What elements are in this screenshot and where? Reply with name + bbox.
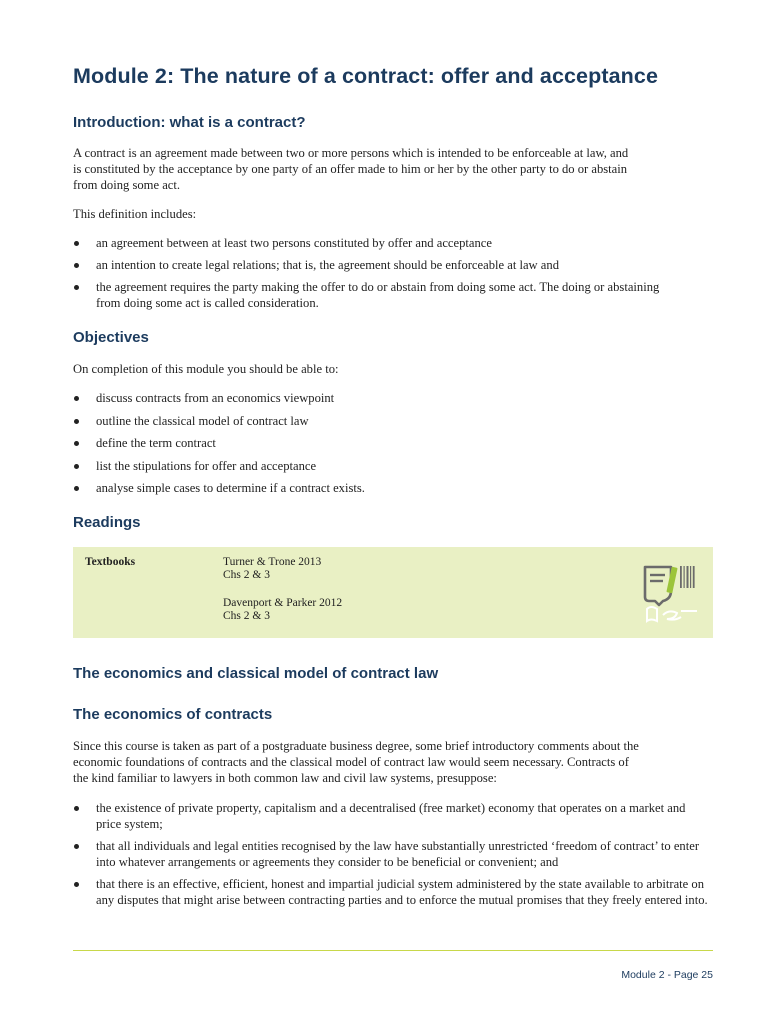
objectives-lead: On completion of this module you should be able to:: [73, 362, 339, 376]
list-item: that there is an effective, efficient, honest and impartial judicial system administered by the state available to arbitrate on any disputes that might arise between contracting parties and to enforce the mutual promises that they freely entered into.: [73, 876, 708, 908]
definition-lead: This definition includes:: [73, 207, 197, 221]
reading-ref-2-title: Davenport & Parker 2012: [223, 597, 343, 609]
list-item: list the stipulations for offer and acceptance: [73, 458, 713, 474]
economics-line-1: Since this course is taken as part of a postgraduate business degree, some brief introductory comments about the: [73, 739, 639, 753]
intro-line-3: from doing some act.: [73, 178, 181, 192]
list-item: define the term contract: [73, 435, 713, 451]
list-item: analyse simple cases to determine if a contract exists.: [73, 480, 713, 496]
list-item: the existence of private property, capitalism and a decentralised (free market) economy that operates on a market and price system;: [73, 800, 708, 832]
readings-box: [73, 547, 713, 638]
intro-paragraph: [73, 145, 713, 193]
list-item: outline the classical model of contract law: [73, 413, 713, 429]
objectives-list: [73, 390, 713, 496]
list-item: that all individuals and legal entities recognised by the law have substantially unrestricted ‘freedom of contract’ to enter into whatever arrangements or agreements they consider to be beneficial or convenient; and: [73, 838, 708, 870]
subsection-heading: The economics of contracts: [73, 706, 273, 723]
reading-ref-1-chapters: Chs 2 & 3: [223, 569, 270, 581]
economics-line-2: economic foundations of contracts and the classical model of contract law would seem necessary. Contracts of: [73, 755, 629, 769]
list-item: an intention to create legal relations; that is, the agreement should be enforceable at law and: [73, 257, 713, 273]
presuppose-list: [73, 800, 713, 908]
footer-divider: [73, 950, 713, 951]
objectives-heading: Objectives: [73, 329, 149, 346]
definition-list: [73, 235, 713, 311]
list-item: discuss contracts from an economics viewpoint: [73, 390, 713, 406]
readings-icon: [641, 561, 703, 633]
intro-line-1: A contract is an agreement made between two or more persons which is intended to be enforceable at law, and: [73, 146, 629, 160]
intro-heading: Introduction: what is a contract?: [73, 114, 306, 131]
page-number: Module 2 - Page 25: [621, 969, 713, 981]
page-title: Module 2: The nature of a contract: offer and acceptance: [73, 64, 659, 88]
section-heading: The economics and classical model of contract law: [73, 665, 439, 682]
reading-ref-1-title: Turner & Trone 2013: [223, 556, 322, 568]
list-item: the agreement requires the party making the offer to do or abstain from doing some act. The doing or abstaining from doing some act is called consideration.: [73, 279, 686, 311]
reading-ref-2: [223, 597, 342, 623]
list-item: an agreement between at least two persons constituted by offer and acceptance: [73, 235, 713, 251]
textbooks-label: Textbooks: [85, 556, 136, 568]
reading-ref-2-chapters: Chs 2 & 3: [223, 610, 270, 622]
intro-line-2: is constituted by the acceptance by one party of an offer made to him or her by the other party to do or abstain: [73, 162, 628, 176]
reading-ref-1: [223, 556, 321, 582]
readings-heading: Readings: [73, 514, 141, 531]
economics-line-3: the kind familiar to lawyers in both common law and civil law systems, presuppose:: [73, 771, 497, 785]
economics-paragraph: [73, 738, 713, 786]
